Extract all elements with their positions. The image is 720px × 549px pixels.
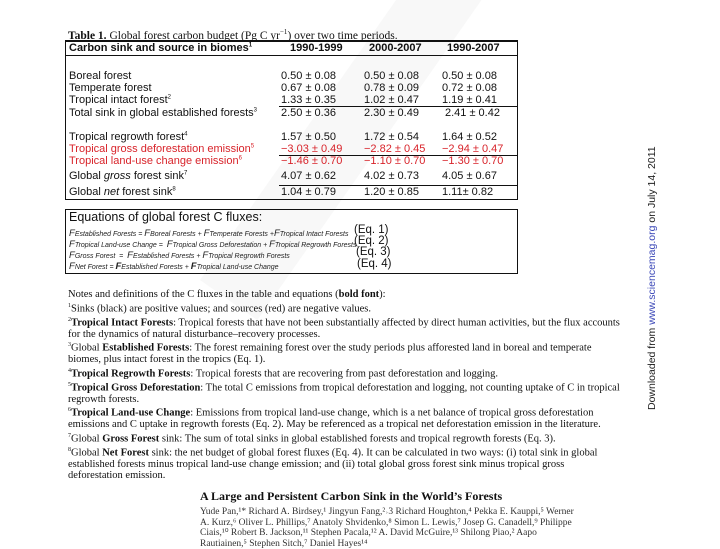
eq-ref-3: (Eq. 3)	[356, 246, 391, 258]
table-caption: Table 1. Global forest carbon budget (Pg C $yr^{-1}$) over two time periods.	[68, 28, 398, 42]
equations-box	[65, 209, 518, 274]
note-5: $^5$Tropical Gross Deforestation: The total C emissions from tropical deforestation and logging, not counting uptake of C in tropical regrowth forests.	[68, 381, 620, 405]
paper-authors: Yude Pan,¹* Richard A. Birdsey,¹ Jingyun Fang,²˒3 Richard Houghton,⁴ Pekka E. Kauppi,⁵ Werner A. Kurz,⁶ Oliver L. Phillips,⁷ Anatoly Shvidenko,⁸ Simon L. Lewis,⁷ Josep G. Canadell,⁹ Philippe Ciais,¹⁰ Robert B. Jackson,¹¹ Stephen Pacala,¹² A. David McGuire,¹³ Shilong Piao,² Aapo Rautiainen,⁵ Stephen Sitch,⁷ Daniel Hayes¹⁴	[200, 507, 574, 549]
table-row: Tropical regrowth forest$^4$ 1.57 ± 0.50 1.72 ± 0.54 1.64 ± 0.52	[69, 131, 497, 143]
paper-title: A Large and Persistent Carbon Sink in the World’s Forests	[200, 489, 503, 503]
table-row: Tropical intact forest$^2$ 1.33 ± 0.35 1.02 ± 0.47 1.19 ± 0.41	[69, 94, 497, 106]
carbon-budget-table	[65, 40, 518, 200]
equations-title: Equations of global forest C fluxes:	[69, 210, 263, 224]
table-row: Boreal forest 0.50 ± 0.08 0.50 ± 0.08 0.50 ± 0.08	[69, 70, 497, 82]
equation-4: FNet Forest = FEstablished Forests + FTropical Land-use Change	[69, 261, 279, 272]
table-row: Global net forest sink$^8$ 1.04 ± 0.79 1.20 ± 0.85 1.11± 0.82	[69, 186, 494, 198]
download-notice: Downloaded from www.sciencemag.org on July 14, 2011	[646, 146, 658, 410]
eq-ref-2: (Eq. 2)	[354, 235, 389, 247]
note-6: $^6$Tropical Land-use Change: Emissions from tropical land-use change, which is a net balance of tropical gross deforestation emissions and C uptake in regrowth forests (Eq. 2). May be referenced as a tropical net deforestation emission in the literature.	[68, 407, 601, 430]
table-row: Global gross forest sink$^7$ 4.07 ± 0.62 4.02 ± 0.73 4.05 ± 0.67	[69, 170, 497, 182]
note-8: $^8$Global Net Forest sink: the net budget of global forest fluxes (Eq. 4). It can be calculated in two ways: (i) total sink in global established forests minus tropical land-use change emission; and (ii) total global gross forest sink minus tropical gross deforestation emission.	[68, 446, 598, 481]
notes-section	[68, 289, 620, 482]
header-2000-2007: 2000-2007	[369, 42, 422, 54]
eq-ref-1: (Eq. 1)	[354, 224, 389, 236]
notes-intro: Notes and definitions of the C fluxes in the table and equations (bold font):	[68, 289, 386, 300]
note-1: $^1$Sinks (black) are positive values; and sources (red) are negative values.	[68, 302, 372, 314]
table-row: Temperate forest 0.67 ± 0.08 0.78 ± 0.09 0.72 ± 0.08	[69, 82, 497, 94]
equation-3: FGross Forest = FEstablished Forests + FTropical Regrowth Forests	[69, 250, 290, 261]
equation-1: FEstablished Forests = FBoreal Forests + FTemperate Forests +FTropical Intact Forests	[69, 228, 349, 239]
note-4: $^4$Tropical Regrowth Forests: Tropical forests that are recovering from past deforestation and logging.	[68, 367, 499, 379]
equation-2: FTropical Land-use Change = FTropical Gross Deforestation + FTropical Regrowth Forests	[69, 239, 357, 250]
table-header-row	[66, 42, 517, 56]
header-biomes: Carbon sink and source in biomes$^1$	[69, 42, 253, 54]
header-1990-1999: 1990-1999	[290, 42, 343, 54]
note-7: $^7$Global Gross Forest sink: The sum of total sinks in global established forests and tropical regrowth forests (Eq. 3).	[68, 432, 556, 444]
table-row-source: Tropical gross deforestation emission$^5$ −3.03 ± 0.49 −2.82 ± 0.45 −2.94 ± 0.47	[69, 143, 504, 155]
sciencemag-link[interactable]: www.sciencemag.org	[646, 225, 658, 325]
eq-ref-4: (Eq. 4)	[357, 258, 392, 270]
table-row-source: Tropical land-use change emission$^6$ −1.46 ± 0.70 −1.10 ± 0.70 −1.30 ± 0.70	[69, 155, 504, 167]
table-row: Total sink in global established forests$^3$ 2.50 ± 0.36 2.30 ± 0.49 2.41 ± 0.42	[69, 107, 500, 119]
note-2: $^2$Tropical Intact Forests: Tropical forests that have not been substantially affected by direct human activities, but the flux accounts for the dynamics of natural disturbance–recovery processes.	[68, 316, 620, 340]
header-1990-2007: 1990-2007	[447, 42, 500, 54]
note-3: $^3$Global Established Forests: The forest remaining forest over the study periods plus afforested land in boreal and temperate biomes, plus intact forest in the tropics (Eq. 1).	[68, 342, 592, 365]
